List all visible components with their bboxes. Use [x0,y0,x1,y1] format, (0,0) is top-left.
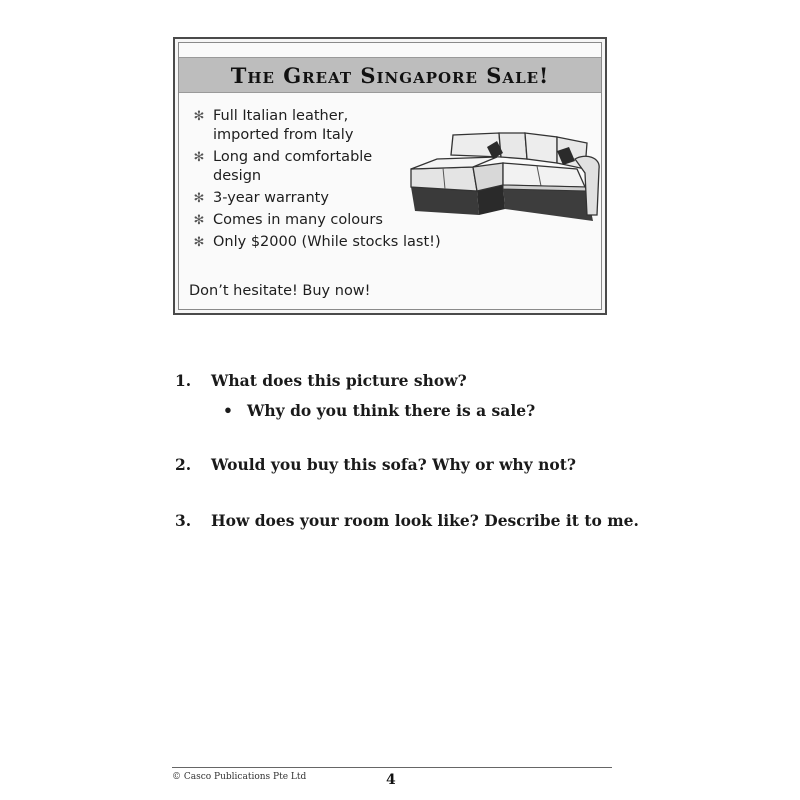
feature-item [185,107,441,145]
footer-divider [172,767,612,768]
feature-item [185,189,441,208]
advertisement-title-band [179,57,601,93]
sale-advertisement [173,37,607,315]
question-item [175,371,467,390]
feature-item [185,211,441,230]
question-item [175,511,639,530]
feature-text: Long and comfortable design [213,149,373,184]
sub-question-text: Why do you think there is a sale? [247,401,536,420]
feature-list [185,107,441,255]
question-number: 1. [175,371,192,390]
question-text: What does this picture show? [211,371,467,390]
feature-text: Full Italian leather, imported from Italy [213,108,354,143]
question-text: Would you buy this sofa? Why or why not? [211,455,576,474]
copyright-notice: © Casco Publications Pte Ltd [172,772,307,782]
asterisk-bullet-icon: ✻ [193,213,205,228]
asterisk-bullet-icon: ✻ [193,109,205,124]
feature-item [185,148,441,186]
call-to-action: Don’t hesitate! Buy now! [189,283,371,299]
question-text: How does your room look like? Describe it to me. [211,511,639,530]
feature-item [185,233,441,252]
question-item [175,455,576,474]
feature-text: 3-year warranty [213,190,329,206]
advertisement-title: The Great Singapore Sale! [230,62,550,88]
question-number: 3. [175,511,192,530]
advertisement-inner-frame [178,42,602,310]
asterisk-bullet-icon: ✻ [193,150,205,165]
bullet-dot-icon: • [223,401,233,420]
question-number: 2. [175,455,192,474]
page-number: 4 [386,772,396,788]
feature-text: Comes in many colours [213,212,383,228]
feature-text: Only $2000 (While stocks last!) [213,234,441,250]
asterisk-bullet-icon: ✻ [193,191,205,206]
sub-question-item [223,401,535,420]
sectional-sofa-illustration [407,129,603,225]
asterisk-bullet-icon: ✻ [193,235,205,250]
